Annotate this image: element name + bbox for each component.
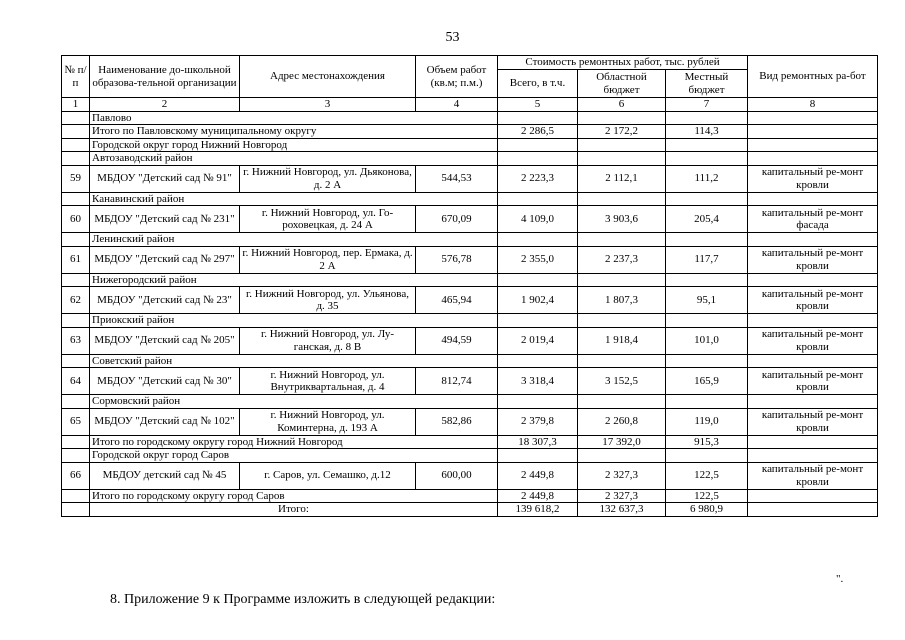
grand-total: 139 618,2 <box>498 503 578 517</box>
work-volume: 465,94 <box>416 287 498 314</box>
header-name: Наименование до-школьной образова-тельной организации <box>90 56 240 98</box>
section-label: Ленинский район <box>90 233 498 247</box>
empty-cell <box>748 314 878 328</box>
subtotal-label: Итого по городскому округу город Нижний Новгород <box>90 435 498 449</box>
empty-cell <box>578 152 666 166</box>
table-row <box>62 287 878 314</box>
cost-regional: 3 903,6 <box>578 206 666 233</box>
empty-cell <box>578 233 666 247</box>
empty-cell <box>498 273 578 287</box>
cost-regional: 3 152,5 <box>578 368 666 395</box>
cost-regional: 2 112,1 <box>578 165 666 192</box>
header-local: Местный бюджет <box>666 70 748 98</box>
empty-cell <box>748 192 878 206</box>
column-number: 4 <box>416 98 498 112</box>
row-num-empty <box>62 354 90 368</box>
section-row <box>62 354 878 368</box>
subtotal-local: 915,3 <box>666 435 748 449</box>
empty-cell <box>748 449 878 463</box>
cost-local: 122,5 <box>666 462 748 489</box>
row-num: 64 <box>62 368 90 395</box>
repair-cost-table <box>61 55 878 517</box>
work-volume: 812,74 <box>416 368 498 395</box>
column-number: 8 <box>748 98 878 112</box>
row-num: 66 <box>62 462 90 489</box>
header-num: № п/п <box>62 56 90 98</box>
subtotal-regional: 2 327,3 <box>578 489 666 503</box>
org-address: г. Нижний Новгород, ул. Дьяконова, д. 2 А <box>240 165 416 192</box>
row-num-empty <box>62 125 90 139</box>
table-row <box>62 327 878 354</box>
section-row <box>62 152 878 166</box>
cost-regional: 2 260,8 <box>578 408 666 435</box>
cost-local: 119,0 <box>666 408 748 435</box>
repair-kind: капитальный ре-монт кровли <box>748 287 878 314</box>
section-label: Нижегородский район <box>90 273 498 287</box>
section-label: Советский район <box>90 354 498 368</box>
empty-cell <box>748 125 878 139</box>
section-row <box>62 449 878 463</box>
work-volume: 582,86 <box>416 408 498 435</box>
cost-total: 2 379,8 <box>498 408 578 435</box>
cost-total: 3 318,4 <box>498 368 578 395</box>
cost-regional: 1 807,3 <box>578 287 666 314</box>
page-number: 53 <box>445 30 460 45</box>
cost-regional: 2 327,3 <box>578 462 666 489</box>
row-num-empty <box>62 152 90 166</box>
cost-local: 101,0 <box>666 327 748 354</box>
section-label: Канавинский район <box>90 192 498 206</box>
org-name: МБДОУ "Детский сад № 231" <box>90 206 240 233</box>
org-address: г. Нижний Новгород, ул. Коминтерна, д. 193 А <box>240 408 416 435</box>
subtotal-label: Итого по Павловскому муниципальному округу <box>90 125 498 139</box>
empty-cell <box>498 449 578 463</box>
cost-total: 2 449,8 <box>498 462 578 489</box>
table-row <box>62 408 878 435</box>
empty-cell <box>748 111 878 125</box>
section-label: Сормовский район <box>90 395 498 409</box>
org-name: МБДОУ "Детский сад № 30" <box>90 368 240 395</box>
subtotal-row <box>62 125 878 139</box>
subtotal-local: 122,5 <box>666 489 748 503</box>
section-row <box>62 314 878 328</box>
empty-cell <box>666 233 748 247</box>
empty-cell <box>578 449 666 463</box>
empty-cell <box>498 233 578 247</box>
org-name: МБДОУ "Детский сад № 205" <box>90 327 240 354</box>
empty-cell <box>578 111 666 125</box>
subtotal-row <box>62 435 878 449</box>
empty-cell <box>748 233 878 247</box>
row-num: 60 <box>62 206 90 233</box>
table-body <box>62 111 878 516</box>
row-num-empty <box>62 435 90 449</box>
subtotal-row <box>62 489 878 503</box>
org-address: г. Нижний Новгород, ул. Ульянова, д. 35 <box>240 287 416 314</box>
section-label: Приокский район <box>90 314 498 328</box>
table-row <box>62 368 878 395</box>
cost-local: 117,7 <box>666 246 748 273</box>
work-volume: 670,09 <box>416 206 498 233</box>
empty-cell <box>666 111 748 125</box>
row-num-empty <box>62 449 90 463</box>
repair-kind: капитальный ре-монт кровли <box>748 246 878 273</box>
section-label: Павлово <box>90 111 498 125</box>
org-address: г. Нижний Новгород, пер. Ермака, д. 2 А <box>240 246 416 273</box>
repair-kind: капитальный ре-монт фасада <box>748 206 878 233</box>
repair-kind: капитальный ре-монт кровли <box>748 165 878 192</box>
row-num-empty <box>62 192 90 206</box>
header-volume: Объем работ (кв.м; п.м.) <box>416 56 498 98</box>
org-name: МБДОУ "Детский сад № 23" <box>90 287 240 314</box>
empty-cell <box>748 435 878 449</box>
table-header <box>62 56 878 112</box>
empty-cell <box>578 395 666 409</box>
cost-local: 205,4 <box>666 206 748 233</box>
cost-local: 165,9 <box>666 368 748 395</box>
org-name: МБДОУ детский сад № 45 <box>90 462 240 489</box>
empty-cell <box>578 192 666 206</box>
subtotal-label: Итого по городскому округу город Саров <box>90 489 498 503</box>
column-number-row <box>62 98 878 112</box>
subtotal-regional: 17 392,0 <box>578 435 666 449</box>
header-kind: Вид ремонтных ра-бот <box>748 56 878 98</box>
empty-cell <box>666 395 748 409</box>
empty-cell <box>748 138 878 152</box>
empty-cell <box>578 314 666 328</box>
subtotal-total: 2 449,8 <box>498 489 578 503</box>
work-volume: 494,59 <box>416 327 498 354</box>
row-num-empty <box>62 273 90 287</box>
empty-cell <box>748 152 878 166</box>
row-num: 61 <box>62 246 90 273</box>
header-address: Адрес местонахождения <box>240 56 416 98</box>
org-address: г. Нижний Новгород, ул. Лу-ганская, д. 8 В <box>240 327 416 354</box>
grand-local: 6 980,9 <box>666 503 748 517</box>
cost-regional: 2 237,3 <box>578 246 666 273</box>
row-num-empty <box>62 503 90 517</box>
org-name: МБДОУ "Детский сад № 102" <box>90 408 240 435</box>
row-num: 62 <box>62 287 90 314</box>
cost-total: 4 109,0 <box>498 206 578 233</box>
work-volume: 576,78 <box>416 246 498 273</box>
section-label: Городской округ город Саров <box>90 449 498 463</box>
row-num-empty <box>62 395 90 409</box>
section-row <box>62 273 878 287</box>
subtotal-total: 18 307,3 <box>498 435 578 449</box>
cost-local: 111,2 <box>666 165 748 192</box>
closing-quote: ". <box>836 573 844 585</box>
empty-cell <box>498 314 578 328</box>
cost-total: 2 355,0 <box>498 246 578 273</box>
table-row <box>62 206 878 233</box>
repair-kind: капитальный ре-монт кровли <box>748 408 878 435</box>
row-num: 59 <box>62 165 90 192</box>
empty-cell <box>748 273 878 287</box>
cost-total: 2 223,3 <box>498 165 578 192</box>
empty-cell <box>578 354 666 368</box>
empty-cell <box>666 449 748 463</box>
header-total: Всего, в т.ч. <box>498 70 578 98</box>
empty-cell <box>578 138 666 152</box>
empty-cell <box>498 152 578 166</box>
cost-local: 95,1 <box>666 287 748 314</box>
empty-cell <box>498 111 578 125</box>
empty-cell <box>666 314 748 328</box>
grand-total-row <box>62 503 878 517</box>
section-label: Городской округ город Нижний Новгород <box>90 138 498 152</box>
column-number: 5 <box>498 98 578 112</box>
grand-total-label: Итого: <box>90 503 498 517</box>
column-number: 3 <box>240 98 416 112</box>
subtotal-regional: 2 172,2 <box>578 125 666 139</box>
org-address: г. Нижний Новгород, ул. Го-роховецкая, д. 24 А <box>240 206 416 233</box>
work-volume: 600,00 <box>416 462 498 489</box>
column-number: 7 <box>666 98 748 112</box>
repair-kind: капитальный ре-монт кровли <box>748 327 878 354</box>
empty-cell <box>498 138 578 152</box>
row-num: 65 <box>62 408 90 435</box>
empty-cell <box>666 354 748 368</box>
empty-cell <box>498 395 578 409</box>
empty-cell <box>578 273 666 287</box>
subtotal-local: 114,3 <box>666 125 748 139</box>
cost-total: 1 902,4 <box>498 287 578 314</box>
cost-regional: 1 918,4 <box>578 327 666 354</box>
empty-cell <box>666 152 748 166</box>
work-volume: 544,53 <box>416 165 498 192</box>
empty-cell <box>666 192 748 206</box>
empty-cell <box>748 489 878 503</box>
table-row <box>62 462 878 489</box>
cost-total: 2 019,4 <box>498 327 578 354</box>
empty-cell <box>748 503 878 517</box>
table-row <box>62 246 878 273</box>
paragraph-text: 8. Приложение 9 к Программе изложить в следующей редакции: <box>110 592 496 607</box>
section-row <box>62 192 878 206</box>
row-num: 63 <box>62 327 90 354</box>
section-row <box>62 233 878 247</box>
section-label: Автозаводский район <box>90 152 498 166</box>
org-address: г. Нижний Новгород, ул. Внутриквартальная, д. 4 <box>240 368 416 395</box>
row-num-empty <box>62 233 90 247</box>
grand-regional: 132 637,3 <box>578 503 666 517</box>
empty-cell <box>498 192 578 206</box>
header-regional: Областной бюджет <box>578 70 666 98</box>
repair-kind: капитальный ре-монт кровли <box>748 462 878 489</box>
empty-cell <box>498 354 578 368</box>
section-row <box>62 395 878 409</box>
header-cost-group: Стоимость ремонтных работ, тыс. рублей <box>498 56 748 70</box>
subtotal-total: 2 286,5 <box>498 125 578 139</box>
org-name: МБДОУ "Детский сад № 297" <box>90 246 240 273</box>
empty-cell <box>666 138 748 152</box>
section-row <box>62 111 878 125</box>
org-address: г. Саров, ул. Семашко, д.12 <box>240 462 416 489</box>
row-num-empty <box>62 111 90 125</box>
org-name: МБДОУ "Детский сад № 91" <box>90 165 240 192</box>
empty-cell <box>666 273 748 287</box>
column-number: 2 <box>90 98 240 112</box>
row-num-empty <box>62 314 90 328</box>
section-row <box>62 138 878 152</box>
empty-cell <box>748 354 878 368</box>
empty-cell <box>748 395 878 409</box>
table-row <box>62 165 878 192</box>
repair-kind: капитальный ре-монт кровли <box>748 368 878 395</box>
row-num-empty <box>62 138 90 152</box>
column-number: 6 <box>578 98 666 112</box>
row-num-empty <box>62 489 90 503</box>
column-number: 1 <box>62 98 90 112</box>
